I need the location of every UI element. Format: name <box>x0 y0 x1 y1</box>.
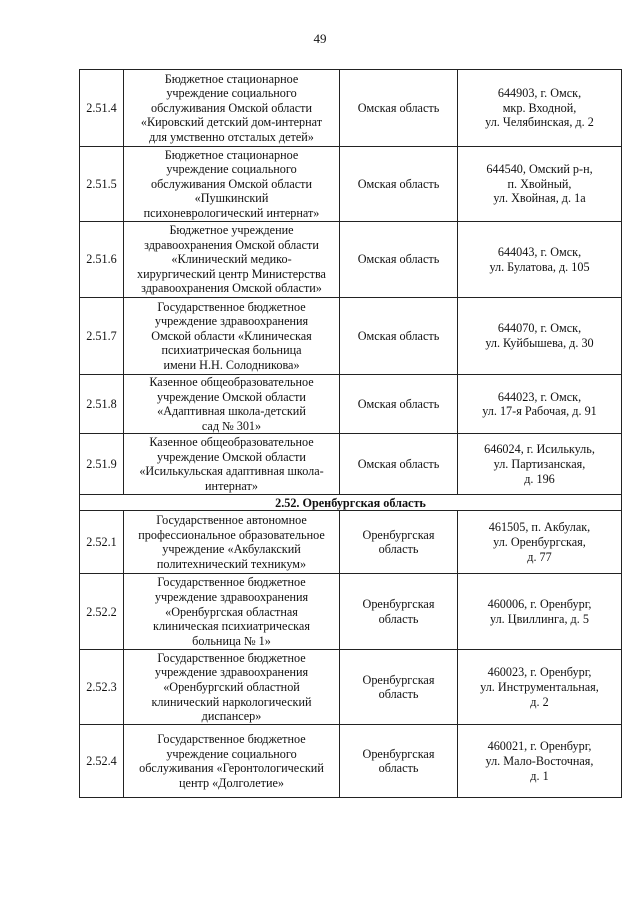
institution-name-line: «Оренбургская областная <box>165 604 298 619</box>
institutions-table <box>79 69 622 798</box>
orenburg-section-heading-group <box>80 495 622 511</box>
institution-name <box>124 70 340 147</box>
row-number: 2.51.9 <box>80 434 124 495</box>
address <box>458 70 622 147</box>
institution-name-line: диспансер» <box>201 709 262 724</box>
address-line: ул. Оренбургская, <box>493 535 586 550</box>
institution-name-line: сад № 301» <box>201 418 262 433</box>
region-name <box>340 147 458 222</box>
address-line: 461505, п. Акбулак, <box>488 520 591 535</box>
institution-name-line: Государственное бюджетное <box>157 732 306 747</box>
institution-name-line: здравоохранения Омской области» <box>141 281 322 296</box>
region-name-line: Омская область <box>357 176 440 191</box>
row-number: 2.51.7 <box>80 298 124 375</box>
institution-name-line: Казенное общеобразовательное <box>149 435 314 450</box>
region-name-line: область <box>378 611 419 626</box>
address-line: 460023, г. Оренбург, <box>487 665 592 680</box>
row-number: 2.52.1 <box>80 511 124 574</box>
region-name-line: область <box>378 542 419 557</box>
region-name <box>340 511 458 574</box>
region-name-line: Омская область <box>357 457 440 472</box>
address <box>458 650 622 725</box>
address-line: ул. Цвиллинга, д. 5 <box>490 611 589 626</box>
address <box>458 298 622 375</box>
address-line: 644070, г. Омск, <box>497 321 582 336</box>
address-line: ул. Челябинская, д. 2 <box>485 115 594 130</box>
institution-name-line: обслуживания Омской области <box>151 100 312 115</box>
address <box>458 375 622 434</box>
region-name <box>340 298 458 375</box>
region-name-line: Оренбургская <box>362 527 435 542</box>
institution-name-line: учреждение «Акбулакский <box>162 542 301 557</box>
region-name <box>340 375 458 434</box>
institution-name-line: больница № 1» <box>192 633 271 648</box>
region-name-line: Омская область <box>357 100 440 115</box>
institution-name-line: имени Н.Н. Солодникова» <box>163 357 300 372</box>
address-line: ул. Мало-Восточная, <box>485 754 594 769</box>
table-row <box>80 375 622 434</box>
institution-name-line: обслуживания «Геронтологический <box>139 761 324 776</box>
address <box>458 434 622 495</box>
address-line: 644023, г. Омск, <box>497 389 582 404</box>
institution-name <box>124 511 340 574</box>
address-line: 644903, г. Омск, <box>497 86 582 101</box>
address-line: ул. Булатова, д. 105 <box>489 259 590 274</box>
institution-name <box>124 375 340 434</box>
row-number: 2.52.2 <box>80 574 124 650</box>
region-name <box>340 725 458 798</box>
address-line: ул. 17-я Рабочая, д. 91 <box>482 404 597 419</box>
institution-name-line: политехнический техникум» <box>156 556 307 571</box>
institution-name-line: интернат» <box>205 478 258 493</box>
institution-name-line: психиатрическая больница <box>161 343 302 358</box>
institution-name-line: учреждение здравоохранения <box>154 665 309 680</box>
institution-name <box>124 434 340 495</box>
institution-name-line: Бюджетное учреждение <box>169 223 294 238</box>
institution-name-line: психоневрологический интернат» <box>143 205 320 220</box>
address-line: ул. Инструментальная, <box>480 680 599 695</box>
institution-name-line: Омской области «Клиническая <box>151 328 312 343</box>
institution-name-line: Бюджетное стационарное <box>164 147 299 162</box>
institution-name-line: Государственное бюджетное <box>157 650 306 665</box>
section-heading: 2.52. Оренбургская область <box>80 495 622 511</box>
institution-name-line: здравоохранения Омской области <box>144 237 319 252</box>
institution-name-line: для умственно отсталых детей» <box>149 129 314 144</box>
address-line: д. 2 <box>530 694 549 709</box>
address-line: ул. Куйбышева, д. 30 <box>485 336 594 350</box>
row-number: 2.52.4 <box>80 725 124 798</box>
institution-name-line: Государственное бюджетное <box>157 299 306 314</box>
institution-name-line: профессиональное образовательное <box>138 527 325 542</box>
table-row <box>80 70 622 147</box>
region-name <box>340 222 458 298</box>
address-line: п. Хвойный, <box>507 176 572 191</box>
institution-name-line: Казенное общеобразовательное <box>149 375 314 389</box>
institution-name-line: «Пушкинский <box>194 191 269 206</box>
address-line: д. 1 <box>530 768 549 783</box>
institution-name-line: Государственное бюджетное <box>157 575 306 590</box>
institution-name-line: учреждение социального <box>166 162 297 177</box>
institution-name-line: Государственное автономное <box>156 513 307 528</box>
table-row <box>80 222 622 298</box>
address <box>458 222 622 298</box>
address-line: 460006, г. Оренбург, <box>487 597 592 612</box>
institution-name <box>124 725 340 798</box>
institution-name <box>124 650 340 725</box>
institution-name-line: «Оренбургский областной <box>163 680 300 695</box>
institution-name-line: «Адаптивная школа-детский <box>157 404 306 419</box>
address-line: ул. Хвойная, д. 1а <box>493 191 586 206</box>
address-line: 460021, г. Оренбург, <box>487 739 592 754</box>
row-number: 2.51.6 <box>80 222 124 298</box>
institution-name-line: «Кировский детский дом-интернат <box>140 115 323 130</box>
region-name <box>340 434 458 495</box>
institution-name-line: клиническая психиатрическая <box>153 619 310 634</box>
region-name-line: Омская область <box>357 328 440 343</box>
address-line: 646024, г. Исилькуль, <box>484 442 595 457</box>
region-name-line: Омская область <box>357 252 440 267</box>
region-name-line: область <box>378 761 419 776</box>
row-number: 2.51.4 <box>80 70 124 147</box>
institution-name-line: «Исилькульская адаптивная школа- <box>139 464 324 479</box>
row-number: 2.52.3 <box>80 650 124 725</box>
region-name-line: Оренбургская <box>362 672 435 687</box>
table-row <box>80 725 622 798</box>
institution-name <box>124 298 340 375</box>
institution-name-line: учреждение социального <box>166 86 297 101</box>
institution-name-line: учреждение здравоохранения <box>154 589 309 604</box>
institution-name-line: клинический наркологический <box>151 694 312 709</box>
section-heading-row <box>80 495 622 511</box>
region-name-line: Оренбургская <box>362 597 435 612</box>
institution-name-line: Бюджетное стационарное <box>164 71 299 86</box>
address-line: 644540, Омский р-н, <box>486 162 593 177</box>
table-row <box>80 511 622 574</box>
region-name-line: Оренбургская <box>362 746 435 761</box>
institution-name-line: учреждение социального <box>166 746 297 761</box>
institution-name-line: обслуживания Омской области <box>151 176 312 191</box>
institution-name <box>124 147 340 222</box>
table-row <box>80 574 622 650</box>
table-row <box>80 650 622 725</box>
institution-name <box>124 574 340 650</box>
orenburg-rows <box>80 511 622 798</box>
address-line: д. 77 <box>527 549 552 564</box>
region-name-line: область <box>378 687 419 702</box>
region-name <box>340 574 458 650</box>
institution-name-line: учреждение Омской области <box>157 449 306 464</box>
address <box>458 725 622 798</box>
table-row <box>80 298 622 375</box>
address <box>458 574 622 650</box>
institution-name-line: учреждение Омской области <box>157 389 306 404</box>
omsk-rows <box>80 70 622 495</box>
table-row <box>80 434 622 495</box>
address-line: мкр. Входной, <box>502 100 577 115</box>
address <box>458 147 622 222</box>
address-line: д. 196 <box>524 471 555 486</box>
table-row <box>80 147 622 222</box>
row-number: 2.51.5 <box>80 147 124 222</box>
region-name <box>340 650 458 725</box>
region-name <box>340 70 458 147</box>
institution-name-line: хирургический центр Министерства <box>137 266 326 281</box>
institution-name-line: центр «Долголетие» <box>179 775 284 790</box>
region-name-line: Омская область <box>357 396 440 411</box>
institution-name-line: учреждение здравоохранения <box>154 314 309 329</box>
row-number: 2.51.8 <box>80 375 124 434</box>
institution-name <box>124 222 340 298</box>
address <box>458 511 622 574</box>
page-number: 49 <box>313 31 327 46</box>
address-line: ул. Партизанская, <box>493 457 586 472</box>
institution-name-line: «Клинический медико- <box>171 252 292 267</box>
address-line: 644043, г. Омск, <box>497 244 582 259</box>
